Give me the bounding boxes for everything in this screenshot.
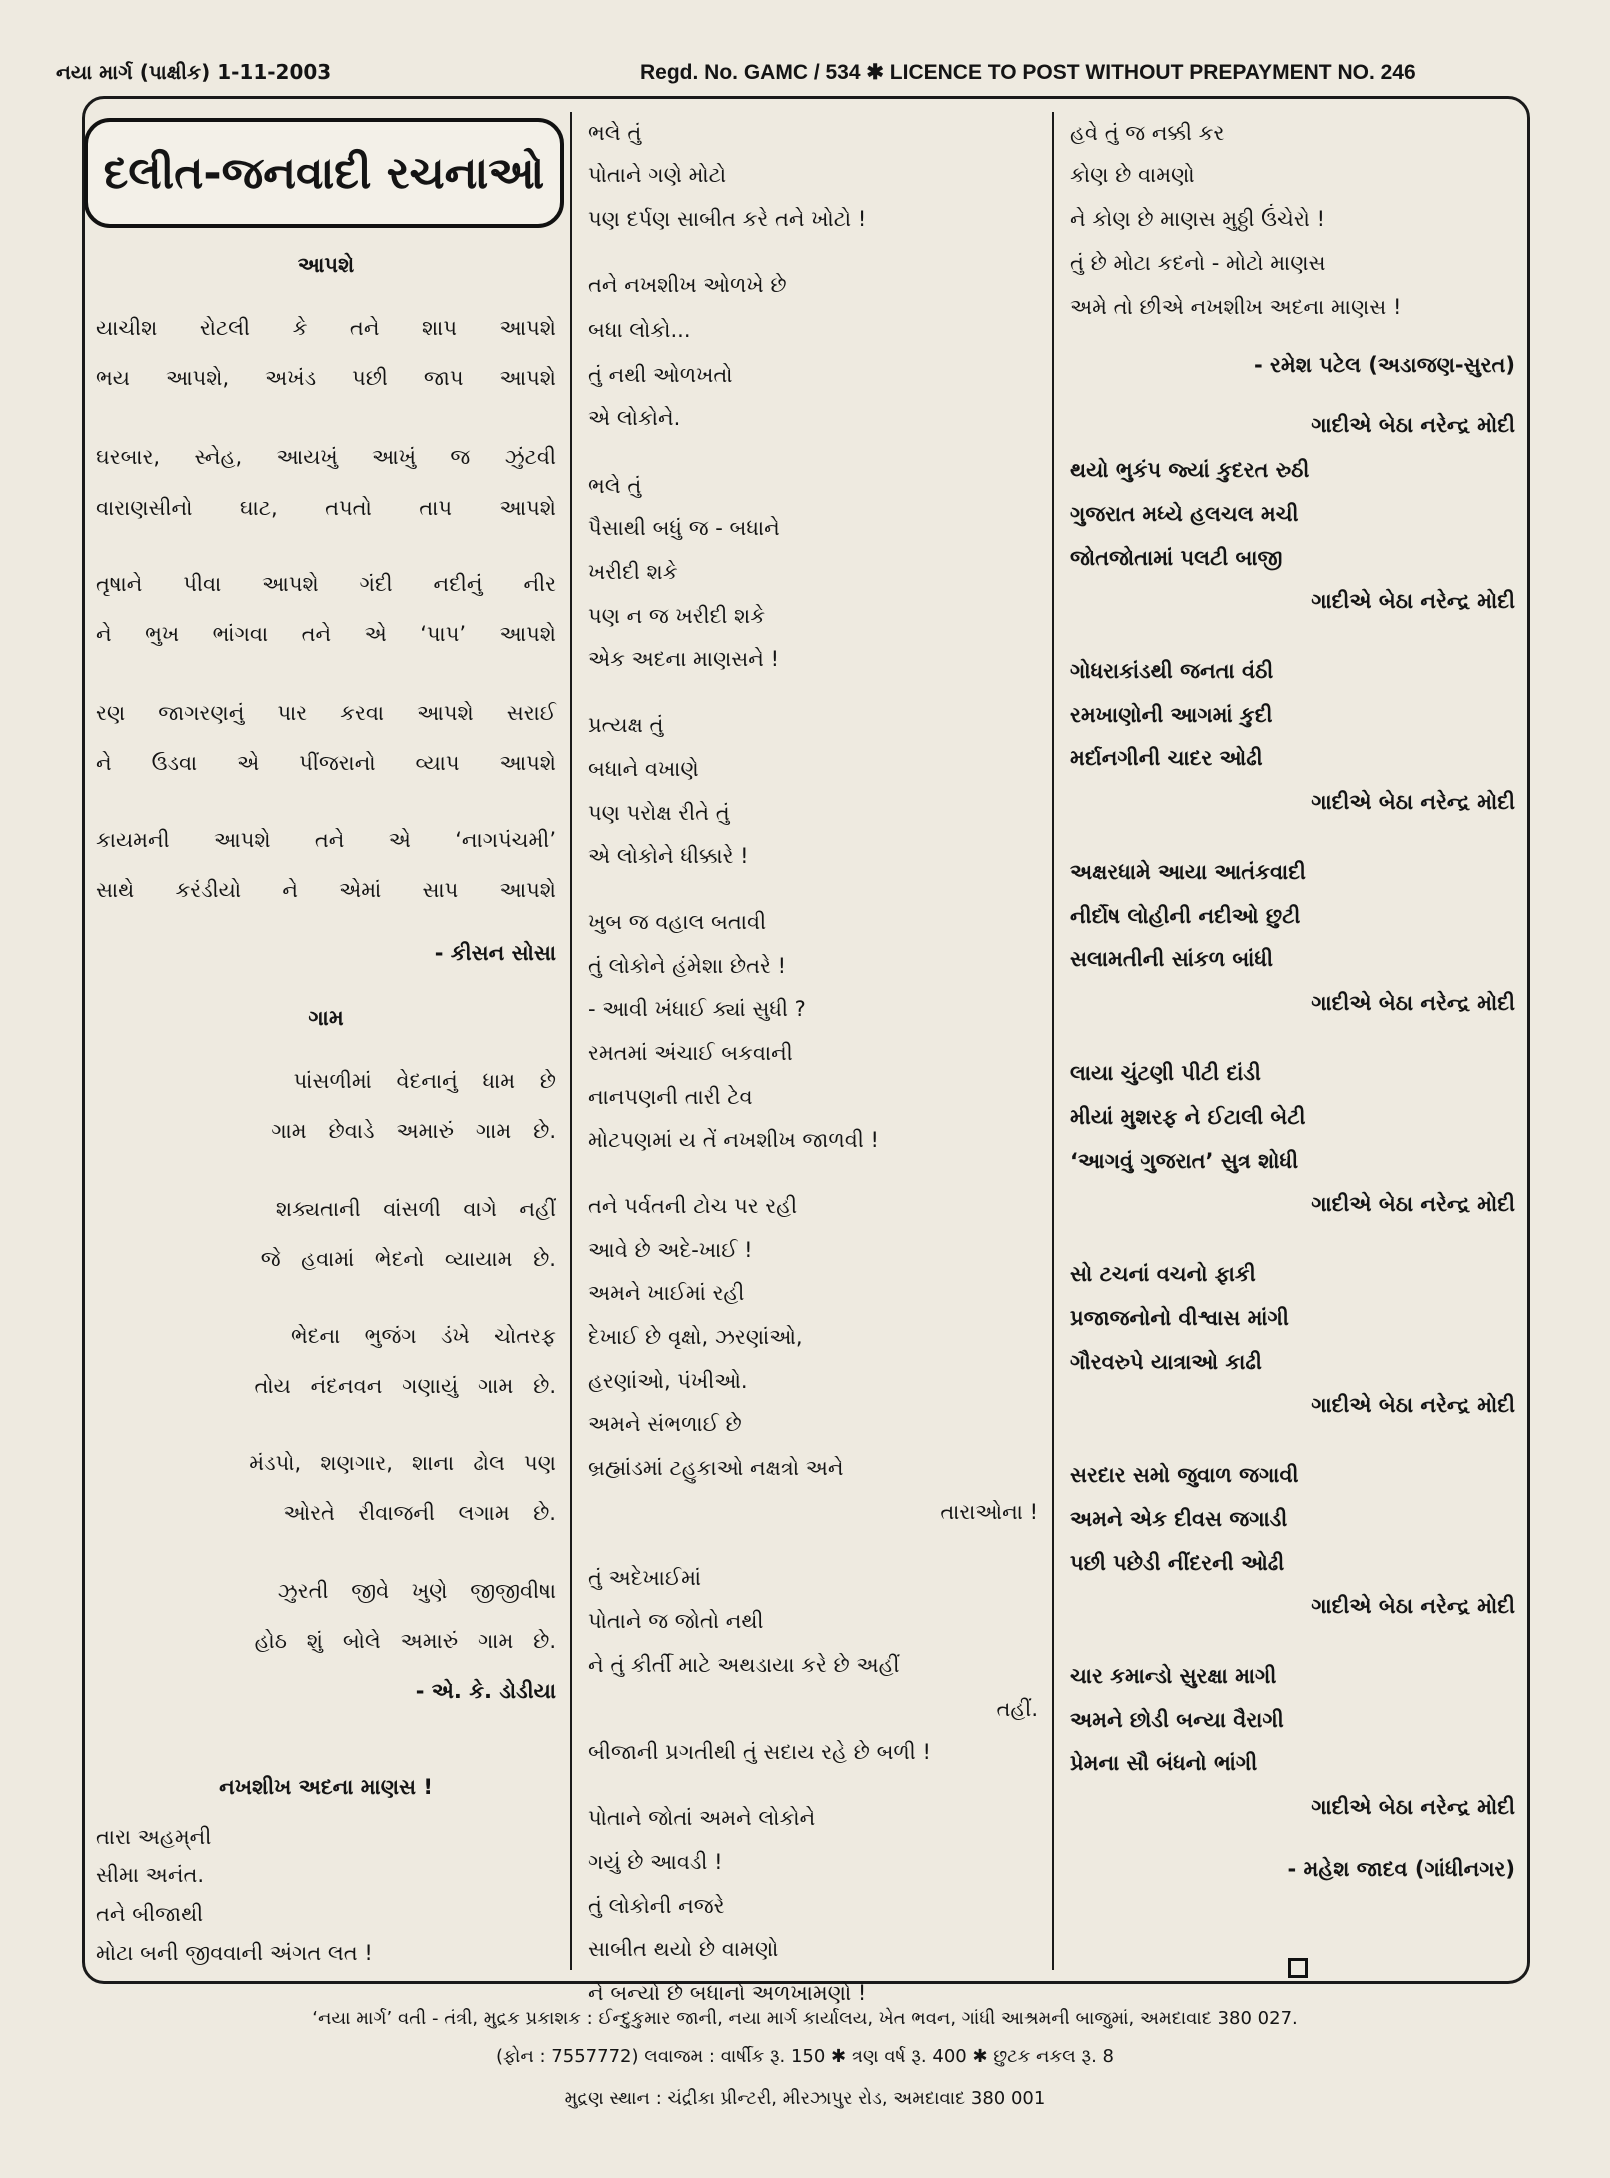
poem-line: ગુજરાત મધ્યે હલચલ મચી	[1070, 502, 1299, 526]
poem-line: કોણ છે વામણો	[1070, 163, 1195, 187]
poem-line: હરણાંઓ, પંખીઓ.	[588, 1369, 748, 1393]
poem-line: - કીસન સોસા	[434, 941, 556, 965]
poem-line: પ્રત્યક્ષ તું	[588, 713, 664, 737]
poem-line: પૈસાથી બધું જ - બધાને	[588, 516, 780, 540]
poem-line: સરદાર સમો જુવાળ જગાવી	[1070, 1463, 1299, 1487]
poem-line: પાંસળીમાં વેદનાનું ધામ છે	[96, 1069, 556, 1093]
poem-line: ‘આગવું ગુજરાત’ સુત્ર શોધી	[1070, 1149, 1299, 1173]
poem-line: નીર્દોષ લોહીની નદીઓ છુટી	[1070, 904, 1301, 928]
poem-line: ભલે તું	[588, 474, 642, 498]
poem-line: સલામતીની સાંકળ બાંધી	[1070, 947, 1274, 971]
poem-line: શક્યતાની વાંસળી વાગે નહીં	[96, 1197, 556, 1221]
poem-line: ઝુરતી જીવે ખુણે જીજીવીષા	[96, 1579, 556, 1603]
poem-line: સાબીત થયો છે વામણો	[588, 1937, 779, 1961]
footer-subscription-line: (ફોન : 7557772) લવાજમ : વાર્ષીક રૂ. 150 ✱ ત્રણ વર્ષ રૂ. 400 ✱ છુટક નકલ રૂ. 8	[496, 2046, 1114, 2067]
poem-line: મીયાં મુશરફ ને ઈટાલી બેટી	[1070, 1105, 1306, 1129]
poem-line: બીજાની પ્રગતીથી તું સદાય રહે છે બળી !	[588, 1740, 931, 1764]
poem-line: ગાદીએ બેઠા નરેન્દ્ર મોદી	[1311, 589, 1515, 613]
poem-line: ભેદના ભુજંગ ડંખે ચોતરફ	[96, 1324, 556, 1348]
poem-line: ખરીદી શકે	[588, 560, 678, 584]
poem-line: તૃષાને પીવા આપશે ગંદી નદીનું નીર	[96, 572, 556, 596]
poem-line: ઓરતે રીવાજની લગામ છે.	[96, 1501, 556, 1525]
poem-line: તું છે મોટા કદનો - મોટો માણસ	[1070, 251, 1326, 275]
poem-line: ગાદીએ બેઠા નરેન્દ્ર મોદી	[1311, 1594, 1515, 1618]
poem-line: તું નથી ઓળખતો	[588, 363, 733, 387]
poem-line: યાચીશ રોટલી કે તને શાપ આપશે	[96, 316, 556, 340]
poem-line: ગાદીએ બેઠા નરેન્દ્ર મોદી	[1311, 1795, 1515, 1819]
poem-line: વારાણસીનો ઘાટ, તપતો તાપ આપશે	[96, 496, 556, 520]
poem-line: ભલે તું	[588, 121, 642, 145]
poem-line: ભય આપશે, અખંડ પછી જાપ આપશે	[96, 366, 556, 390]
poem-line: ચાર કમાન્ડો સુરક્ષા માગી	[1070, 1664, 1277, 1688]
poem-line: રણ જાગરણનું પાર કરવા આપશે સરાઈ	[96, 701, 556, 725]
poem-line: રમખાણોની આગમાં કુદી	[1070, 703, 1273, 727]
poem-line: આપશે	[297, 253, 355, 277]
poem-line: બ્રહ્માંડમાં ટહુકાઓ નક્ષત્રો અને	[588, 1456, 844, 1480]
poem-line: ને બન્યો છે બધાનો અળખામણો !	[588, 1981, 867, 2005]
poem-line: ગાદીએ બેઠા નરેન્દ્ર મોદી	[1311, 1192, 1515, 1216]
poem-line: એ લોકોને.	[588, 406, 681, 430]
poem-line: ગાદીએ બેઠા નરેન્દ્ર મોદી	[1311, 991, 1515, 1015]
poem-line: એ લોકોને ધીક્કારે !	[588, 844, 749, 868]
poem-line: નખશીખ અદના માણસ !	[219, 1775, 433, 1799]
poem-line: તું લોકોની નજરે	[588, 1894, 725, 1918]
poem-line: અક્ષરધામે આયા આતંકવાદી	[1070, 860, 1306, 884]
poem-line: કાયમની આપશે તને એ ‘નાગપંચમી’	[96, 828, 556, 852]
poem-line: - એ. કે. ડોડીયા	[415, 1679, 556, 1703]
poem-line: તું લોકોને હંમેશા છેતરે !	[588, 954, 786, 978]
poem-line: જે હવામાં ભેદનો વ્યાયામ છે.	[96, 1247, 556, 1271]
poem-line: તારાઓના !	[940, 1500, 1038, 1524]
poem-line: નાનપણની તારી ટેવ	[588, 1085, 753, 1109]
poem-line: ગામ	[308, 1006, 344, 1030]
poem-line: તને પર્વતની ટોચ પર રહી	[588, 1194, 798, 1218]
poem-line: ગાદીએ બેઠા નરેન્દ્ર મોદી	[1311, 1393, 1515, 1417]
poem-line: તહીં.	[996, 1697, 1038, 1721]
poem-line: તને બીજાથી	[96, 1902, 204, 1926]
poem-line: લાયા ચુંટણી પીટી દાંડી	[1070, 1061, 1261, 1085]
poem-line: અમને છોડી બન્યા વૈરાગી	[1070, 1708, 1284, 1732]
poem-line: તારા અહમ્‌ની	[96, 1825, 212, 1849]
poem-line: દેખાઈ છે વૃક્ષો, ઝરણાંઓ,	[588, 1325, 803, 1349]
poem-line: ગોધરાકાંડથી જનતા વંઠી	[1070, 659, 1274, 683]
poem-line: થયો ભુકંપ જ્યાં કુદરત રુઠી	[1070, 458, 1310, 482]
poem-line: એક અદના માણસને !	[588, 647, 780, 671]
poem-line: મોટા બની જીવવાની અંગત લત !	[96, 1941, 373, 1965]
poem-line: બધા લોકો...	[588, 318, 691, 342]
poem-line: રમતમાં અંચાઈ બકવાની	[588, 1041, 793, 1065]
poem-line: પોતાને ગણે મોટો	[588, 163, 727, 187]
poem-line: ગયું છે આવડી !	[588, 1850, 723, 1874]
section-title: દલીત-જનવાદી રચનાઓ	[84, 118, 564, 228]
poem-line: સાથે કરંડીયો ને એમાં સાપ આપશે	[96, 878, 556, 902]
poem-line: તોય નંદનવન ગણાયું ગામ છે.	[96, 1374, 556, 1398]
poem-line: અમને એક દીવસ જગાડી	[1070, 1507, 1288, 1531]
poem-line: મંડપો, શણગાર, શાના ઢોલ પણ	[96, 1451, 556, 1475]
poem-line: તને નખશીખ ઓળખે છે	[588, 273, 787, 297]
poem-line: પછી પછેડી નીંદરની ઓઢી	[1070, 1551, 1285, 1575]
poem-line: પ્રેમના સૌ બંધનો ભાંગી	[1070, 1751, 1258, 1775]
poem-line: ને કોણ છે માણસ મુઠ્ઠી ઉંચેરો !	[1070, 207, 1326, 231]
square-end-mark-icon	[1288, 1958, 1308, 1978]
poem-line: ને તું કીર્તી માટે અથડાયા કરે છે અહીં	[588, 1653, 900, 1677]
poem-line: હવે તું જ નક્કી કર	[1070, 121, 1225, 145]
masthead-left: નયા માર્ગ (પાક્ષીક) 1-11-2003	[56, 60, 332, 84]
poem-line: અમને ખાઈમાં રહી	[588, 1281, 745, 1305]
poem-line: ગાદીએ બેઠા નરેન્દ્ર મોદી	[1311, 413, 1515, 437]
poem-line: ને ભુખ ભાંગવા તને એ ‘પાપ’ આપશે	[96, 622, 556, 646]
masthead-right: Regd. No. GAMC / 534 ✱ LICENCE TO POST WITHOUT PREPAYMENT NO. 246	[640, 61, 1416, 84]
poem-line: - રમેશ પટેલ (અડાજણ-સુરત)	[1254, 353, 1515, 377]
poem-line: અમને સંભળાઈ છે	[588, 1412, 742, 1436]
footer-publisher-line: ‘નયા માર્ગ’ વતી - તંત્રી, મુદ્રક પ્રકાશક : ઈન્દુકુમાર જાની, નયા માર્ગ કાર્યાલય, ખેત ભવન, ગાંધી આશ્રમની બાજુમાં, અમદાવાદ 380 027.	[312, 2008, 1298, 2029]
poem-line: મર્દાનગીની ચાદર ઓઢી	[1070, 746, 1263, 770]
poem-line: જોતજોતામાં પલટી બાજી	[1070, 546, 1283, 570]
poem-line: ગૌરવરુપે યાત્રાઓ કાઢી	[1070, 1350, 1262, 1374]
poem-line: - આવી ખંધાઈ ક્યાં સુધી ?	[588, 997, 806, 1021]
poem-line: ગામ છેવાડે અમારું ગામ છે.	[96, 1119, 556, 1143]
poem-line: અમે તો છીએ નખશીખ અદના માણસ !	[1070, 295, 1402, 319]
poem-line: બધાને વખાણે	[588, 757, 699, 781]
poem-line: હોઠ શું બોલે અમારું ગામ છે.	[96, 1629, 556, 1653]
poem-line: ઘરબાર, સ્નેહ, આયખું આખું જ ઝુંટવી	[96, 445, 556, 469]
footer-printer-line: મુદ્રણ સ્થાન : ચંદ્રીકા પ્રીન્ટરી, મીરઝાપુર રોડ, અમદાવાદ 380 001	[564, 2088, 1046, 2109]
column-divider	[1052, 112, 1054, 1970]
poem-line: પણ દર્પણ સાબીત કરે તને ખોટો !	[588, 207, 867, 231]
poem-line: ગાદીએ બેઠા નરેન્દ્ર મોદી	[1311, 790, 1515, 814]
poem-line: સીમા અનંત.	[96, 1863, 205, 1887]
poem-line: પ્રજાજનોનો વીશ્વાસ માંગી	[1070, 1306, 1289, 1330]
poem-line: પણ ન જ ખરીદી શકે	[588, 604, 766, 628]
poem-line: ખુબ જ વહાલ બતાવી	[588, 910, 767, 934]
poem-line: આવે છે અદે-ખાઈ !	[588, 1238, 753, 1262]
poem-line: સો ટચનાં વચનો ફાકી	[1070, 1262, 1256, 1286]
poem-line: તું અદેખાઈમાં	[588, 1566, 702, 1590]
poem-line: ને ઉડવા એ પીંજરાનો વ્યાપ આપશે	[96, 751, 556, 775]
poem-line: મોટપણમાં ય તેં નખશીખ જાળવી !	[588, 1128, 879, 1152]
column-divider	[570, 112, 572, 1970]
poem-line: પણ પરોક્ષ રીતે તું	[588, 801, 730, 825]
poem-line: પોતાને જોતાં અમને લોકોને	[588, 1806, 816, 1830]
poem-line: પોતાને જ જોતો નથી	[588, 1609, 764, 1633]
poem-line: - મહેશ જાદવ (ગાંધીનગર)	[1287, 1857, 1515, 1881]
